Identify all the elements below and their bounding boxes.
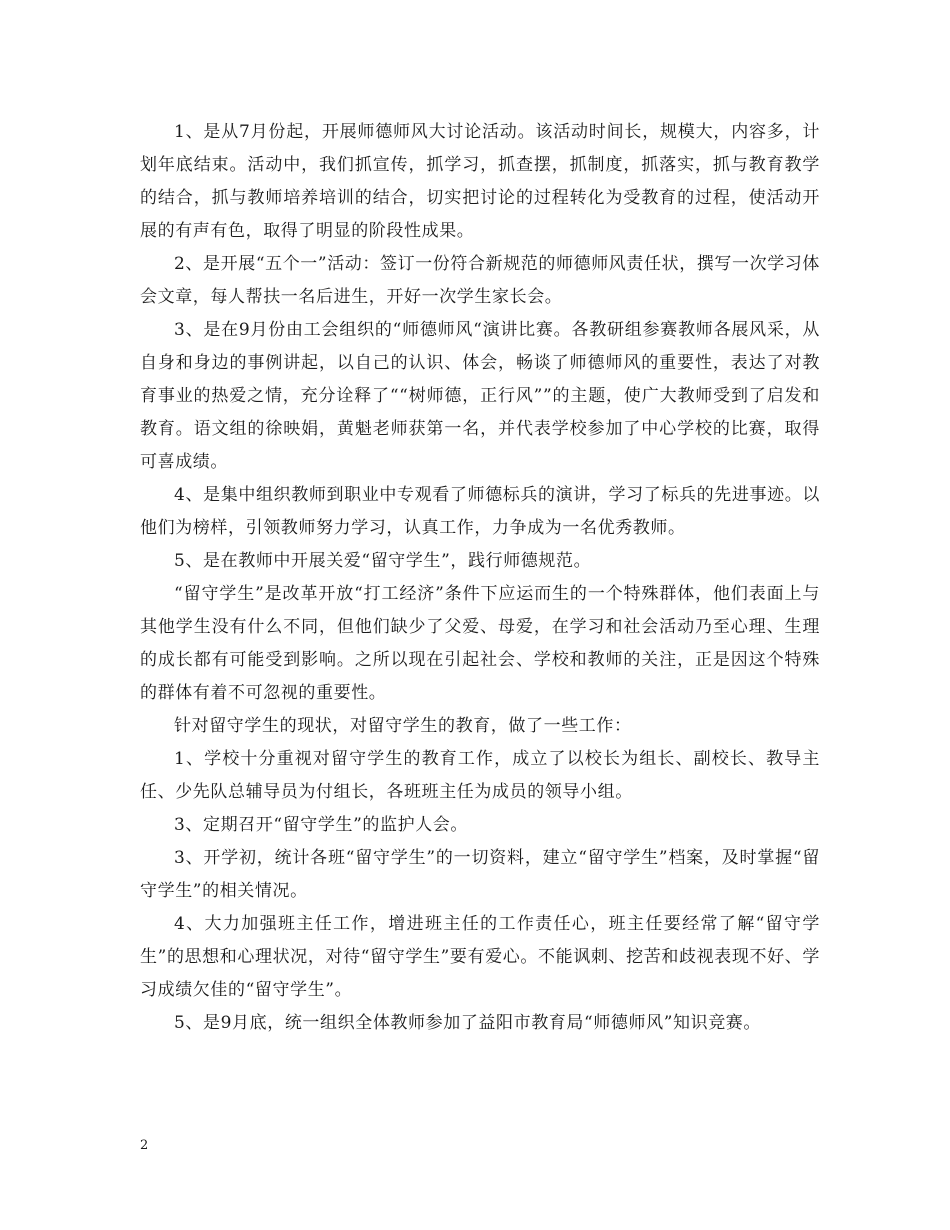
paragraph: 针对留守学生的现状，对留守学生的教育，做了一些工作： — [174, 716, 632, 736]
page-number: 2 — [140, 1138, 149, 1153]
paragraph: 3、开学初，统计各班“留守学生”的一切资料，建立“留守学生”档案，及时掌握“留守学生”的相关情况。 — [140, 848, 820, 901]
paragraph: “留守学生”是改革开放“打工经济”条件下应运而生的一个特殊群体，他们表面上与其他学生没有什么不同，但他们缺少了父爱、母爱，在学习和社会活动乃至心理、生理的成长都有可能受到影响。之所以现在引起社会、学校和教师的关注，正是因这个特殊的群体有着不可忽视的重要性。 — [140, 584, 820, 703]
paragraph: 2、是开展“五个一”活动：签订一份符合新规范的师德师风责任状，撰写一次学习体会文章，每人帮扶一名后进生，开好一次学生家长会。 — [140, 254, 820, 307]
paragraph: 3、定期召开“留守学生”的监护人会。 — [174, 815, 468, 835]
paragraph: 4、是集中组织教师到职业中专观看了师德标兵的演讲，学习了标兵的先进事迹。以他们为榜样，引领教师努力学习，认真工作，力争成为一名优秀教师。 — [140, 485, 820, 538]
paragraph: 3、是在9月份由工会组织的“师德师风“演讲比赛。各教研组参赛教师各展风采，从自身和身边的事例讲起，以自己的认识、体会，畅谈了师德师风的重要性，表达了对教育事业的热爱之情，充分诠释了““树师德，正行风””的主题，使广大教师受到了启发和教育。语文组的徐映娟，黄魁老师获第一名，并代表学校参加了中心学校的比赛，取得可喜成绩。 — [140, 320, 820, 472]
paragraph: 1、是从7月份起，开展师德师风大讨论活动。该活动时间长，规模大，内容多，计划年底结束。活动中，我们抓宣传，抓学习，抓查摆，抓制度，抓落实，抓与教育教学的结合，抓与教师培养培训的结合，切实把讨论的过程转化为受教育的过程，使活动开展的有声有色，取得了明显的阶段性成果。 — [140, 122, 820, 241]
document-body — [140, 116, 820, 1040]
paragraph: 5、是9月底，统一组织全体教师参加了益阳市教育局“师德师风”知识竞赛。 — [174, 1013, 762, 1033]
paragraph: 1、学校十分重视对留守学生的教育工作，成立了以校长为组长、副校长、教导主任、少先队总辅导员为付组长，各班班主任为成员的领导小组。 — [140, 749, 820, 802]
paragraph: 5、是在教师中开展关爱“留守学生”，践行师德规范。 — [174, 551, 592, 571]
paragraph: 4、大力加强班主任工作，增进班主任的工作责任心，班主任要经常了解“留守学生”的思想和心理状况，对待“留守学生”要有爱心。不能讽刺、挖苦和歧视表现不好、学习成绩欠佳的“留守学生”。 — [140, 914, 820, 1000]
